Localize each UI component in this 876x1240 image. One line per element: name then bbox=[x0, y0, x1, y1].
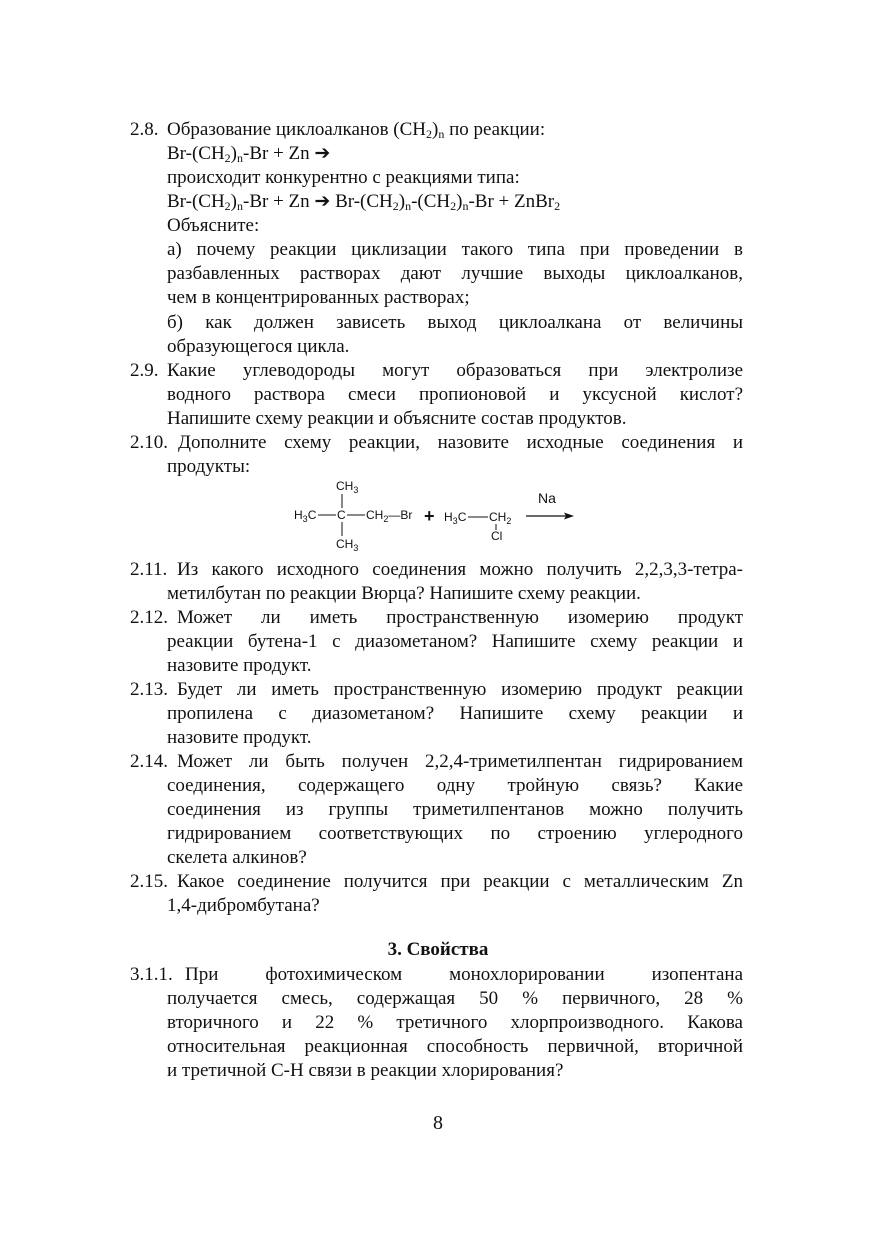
problem-2-14-line-2: соединения, содержащего одну тройную связь? Какие bbox=[167, 775, 743, 796]
problem-2-14-line-5: скелета алкинов? bbox=[167, 847, 307, 868]
problem-number-2-8: 2.8. bbox=[130, 119, 159, 140]
problem-2-13-line-2: пропилена с диазометаном? Напишите схему реакции и bbox=[167, 703, 743, 724]
problem-2-8-b-line-2: образующегося цикла. bbox=[167, 336, 350, 357]
problem-2-8-line-1: Образование циклоалканов $(CH_2)_n$ по реакции: bbox=[167, 119, 546, 141]
problem-2-9-line-1: Какие углеводороды могут образоваться при электролизе bbox=[167, 360, 743, 381]
problem-2-12-line-2: реакции бутена-1 с диазометаном? Напишите схему реакции и bbox=[167, 631, 743, 652]
problem-number-2-12: 2.12. bbox=[130, 607, 168, 628]
problem-number-2-11: 2.11. bbox=[130, 559, 168, 580]
problem-2-8-equation-2: $Br-(CH_2)_n-Br + Zn$ ➔ $Br-(CH_2)_n-(CH_2)_n-Br$ + ZnBr$_2$ bbox=[167, 191, 561, 213]
problem-number-2-9: 2.9. bbox=[130, 360, 159, 381]
problem-number-2-15: 2.15. bbox=[130, 871, 168, 892]
problem-2-13-line-3: назовите продукт. bbox=[167, 727, 312, 748]
problem-2-12-line-3: назовите продукт. bbox=[167, 655, 312, 676]
problem-2-14-line-4: гидрированием соответствующих по строению углеродного bbox=[167, 823, 743, 844]
problem-3-1-1-line-1: При фотохимическом монохлорировании изопентана bbox=[185, 964, 743, 985]
problem-3-1-1-line-3: вторичного и 22 % третичного хлорпроизводного. Какова bbox=[167, 1012, 743, 1033]
problem-2-10-line-2: продукты: bbox=[167, 456, 251, 477]
reaction-arrow-icon: ➔ bbox=[314, 191, 331, 212]
problem-2-8-line-3: происходит конкурентно с реакциями типа: bbox=[167, 167, 520, 188]
problem-2-8-a-line-1: а) почему реакции циклизации такого типа при проведении в bbox=[167, 239, 743, 260]
problem-2-10-line-1: Дополните схему реакции, назовите исходные соединения и bbox=[178, 432, 743, 453]
problem-2-8-explain: Объясните: bbox=[167, 215, 260, 236]
problem-2-9-line-3: Напишите схему реакции и объясните состав продуктов. bbox=[167, 408, 627, 429]
section-heading: 3. Свойства bbox=[387, 939, 489, 960]
scheme-reagent: Na bbox=[538, 490, 556, 506]
problem-2-14-line-3: соединения из группы триметилпентанов можно получить bbox=[167, 799, 743, 820]
problem-2-15-line-1: Какое соединение получится при реакции с металлическим Zn bbox=[177, 871, 743, 892]
reaction-scheme bbox=[280, 476, 600, 556]
problem-2-9-line-2: водного раствора смеси пропионовой и уксусной кислот? bbox=[167, 384, 743, 405]
reaction-arrow-icon: ➔ bbox=[314, 143, 331, 164]
problem-3-1-1-line-5: и третичной C-H связи в реакции хлорирования? bbox=[167, 1060, 564, 1081]
problem-2-11-line-1: Из какого исходного соединения можно получить 2,2,3,3-тетра- bbox=[177, 559, 743, 580]
problem-2-15-line-2: 1,4-дибромбутана? bbox=[167, 895, 320, 916]
scheme-h3c-left: $H_3C$ bbox=[294, 508, 317, 524]
problem-number-2-10: 2.10. bbox=[130, 432, 168, 453]
problem-2-14-line-1: Может ли быть получен 2,2,4-триметилпентан гидрированием bbox=[177, 751, 743, 772]
scheme-cl: Cl bbox=[491, 529, 503, 543]
problem-2-11-line-2: метилбутан по реакции Вюрца? Напишите схему реакции. bbox=[167, 583, 641, 604]
problem-2-8-a-line-3: чем в концентрированных растворах; bbox=[167, 287, 470, 308]
page-number: 8 bbox=[433, 1112, 443, 1134]
problem-3-1-1-line-2: получается смесь, содержащая 50 % первичного, 28 % bbox=[167, 988, 743, 1009]
problem-number-2-14: 2.14. bbox=[130, 751, 168, 772]
scheme-plus: + bbox=[424, 506, 435, 526]
problem-number-3-1-1: 3.1.1. bbox=[130, 964, 173, 985]
problem-2-12-line-1: Может ли иметь пространственную изомерию продукт bbox=[177, 607, 743, 628]
scheme-ch3-top: $CH_3$ bbox=[336, 479, 359, 495]
problem-number-2-13: 2.13. bbox=[130, 679, 168, 700]
problem-2-8-equation-1: $Br-(CH_2)_n-Br + Zn$ ➔ bbox=[167, 143, 331, 165]
scheme-ch3-bottom: $CH_3$ bbox=[336, 537, 359, 553]
scheme-center-c: C bbox=[337, 508, 346, 522]
scheme-ch2-right: $CH_2$ bbox=[489, 510, 512, 526]
problem-2-8-b-line-1: б) как должен зависеть выход циклоалкана от величины bbox=[167, 312, 743, 333]
scheme-h3c-right: $H_3C$ bbox=[444, 510, 467, 526]
scheme-ch2br: $CH_2—Br$ bbox=[366, 508, 413, 524]
problem-2-13-line-1: Будет ли иметь пространственную изомерию продукт реакции bbox=[177, 679, 743, 700]
problem-3-1-1-line-4: относительная реакционная способность первичной, вторичной bbox=[167, 1036, 743, 1057]
problem-2-8-a-line-2: разбавленных растворах дают лучшие выходы циклоалканов, bbox=[167, 263, 743, 284]
